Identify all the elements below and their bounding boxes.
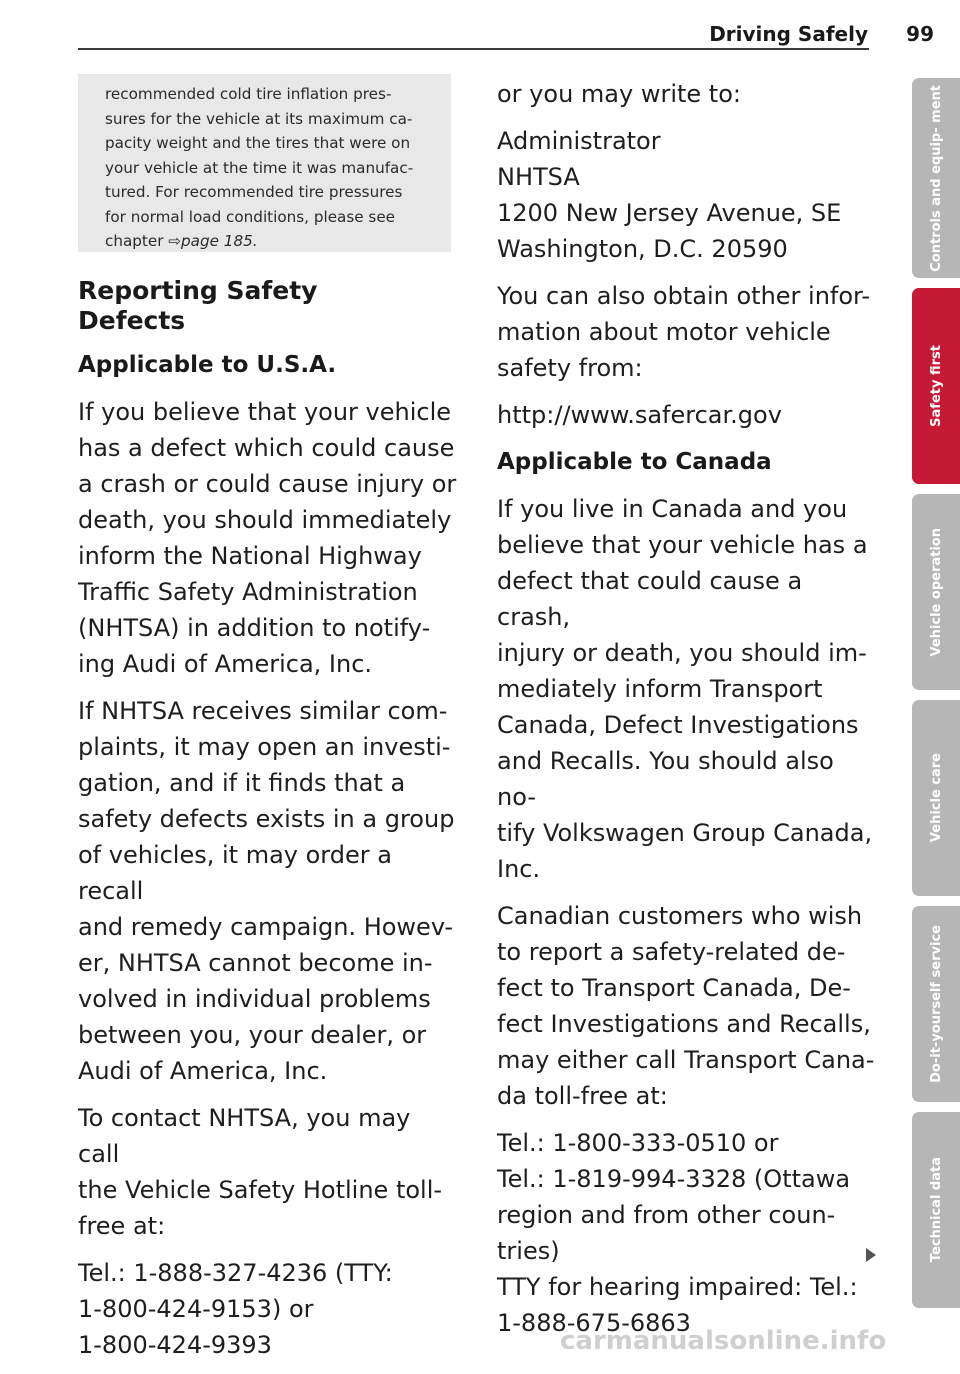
phone-numbers: Tel.: 1-800-333-0510 or Tel.: 1-819-994-3328 (Ottawa region and from other coun- tries) TTY for hearing impaired: Tel.: 1-888-675-6863 [497, 1129, 858, 1337]
subheading-canada: Applicable to Canada [497, 449, 772, 475]
note-line: sures for the vehicle at its maximum ca- [105, 109, 413, 128]
section-title: Driving Safely [709, 22, 868, 46]
page-number: 99 [906, 22, 934, 46]
tab-vehicle-care[interactable] [912, 700, 960, 896]
watermark: carmanualsonline.info [560, 1326, 887, 1356]
tab-controls-and-equipment[interactable] [912, 78, 960, 278]
phone-numbers: Tel.: 1-888-327-4236 (TTY: 1-800-424-9153) or 1-800-424-9393 [78, 1259, 393, 1359]
tab-label: Do-it-yourself service [928, 925, 944, 1083]
tab-label: Technical data [928, 1157, 944, 1263]
address: Administrator NHTSA 1200 New Jersey Avenue, SE Washington, D.C. 20590 [497, 127, 842, 263]
continue-arrow-icon [866, 1248, 876, 1262]
note-line: pacity weight and the tires that were on [105, 134, 411, 152]
paragraph: You can also obtain other infor- mation about motor vehicle safety from: [497, 282, 871, 382]
tab-label: Controls and equip- ment [928, 84, 944, 272]
paragraph: If you live in Canada and you believe that your vehicle has a defect that could cause a crash, injury or death, you should im- mediately inform Transport Canada, Defect Investigations and Recalls. You should also no- tify Volkswagen Group Canada, Inc. [497, 495, 873, 883]
paragraph: If you believe that your vehicle has a defect which could cause a crash or could cause injury or death, you should immediately inform the National Highway Traffic Safety Administration (NHTSA) in addition to notify- ing Audi of America, Inc. [78, 398, 457, 678]
page-reference-link[interactable]: ⇨page 185. [168, 232, 258, 250]
paragraph: or you may write to: [497, 80, 741, 108]
paragraph: If NHTSA receives similar com- plaints, it may open an investi- gation, and if it finds that a safety defects exists in a group of vehicles, it may order a recall and remedy campaign. Howev- er, NHTSA cannot become in- volved in individual problems between you, your dealer, or Audi of America, Inc. [78, 697, 455, 1085]
section-heading: Reporting Safety Defects [78, 276, 318, 335]
paragraph: To contact NHTSA, you may call the Vehicle Safety Hotline toll- free at: [78, 1104, 443, 1240]
paragraph: Canadian customers who wish to report a safety-related de- fect to Transport Canada, De- fect Investigations and Recalls, may either call Transport Cana- da toll-free at: [497, 902, 875, 1110]
note-line: tured. For recommended tire pressures [105, 183, 403, 201]
left-column [78, 276, 458, 1374]
tab-label: Safety first [928, 345, 944, 427]
note-line: recommended cold tire inflation pres- [105, 85, 392, 103]
website-link[interactable]: http://www.safercar.gov [497, 401, 782, 429]
tab-technical-data[interactable] [912, 1112, 960, 1308]
note-line: for normal load conditions, please see [105, 207, 396, 226]
tab-safety-first[interactable] [912, 288, 960, 484]
note-line: your vehicle at the time it was manufac- [105, 158, 414, 177]
chapter-prefix: chapter [105, 232, 169, 250]
subheading-usa: Applicable to U.S.A. [78, 352, 337, 378]
tab-label: Vehicle operation [928, 527, 944, 657]
tab-vehicle-operation[interactable] [912, 494, 960, 690]
note-line [105, 229, 427, 254]
tab-label: Vehicle care [928, 753, 944, 843]
right-column [497, 76, 877, 1352]
header-rule [78, 48, 869, 50]
note-box [78, 74, 451, 252]
tab-do-it-yourself-service[interactable] [912, 906, 960, 1102]
